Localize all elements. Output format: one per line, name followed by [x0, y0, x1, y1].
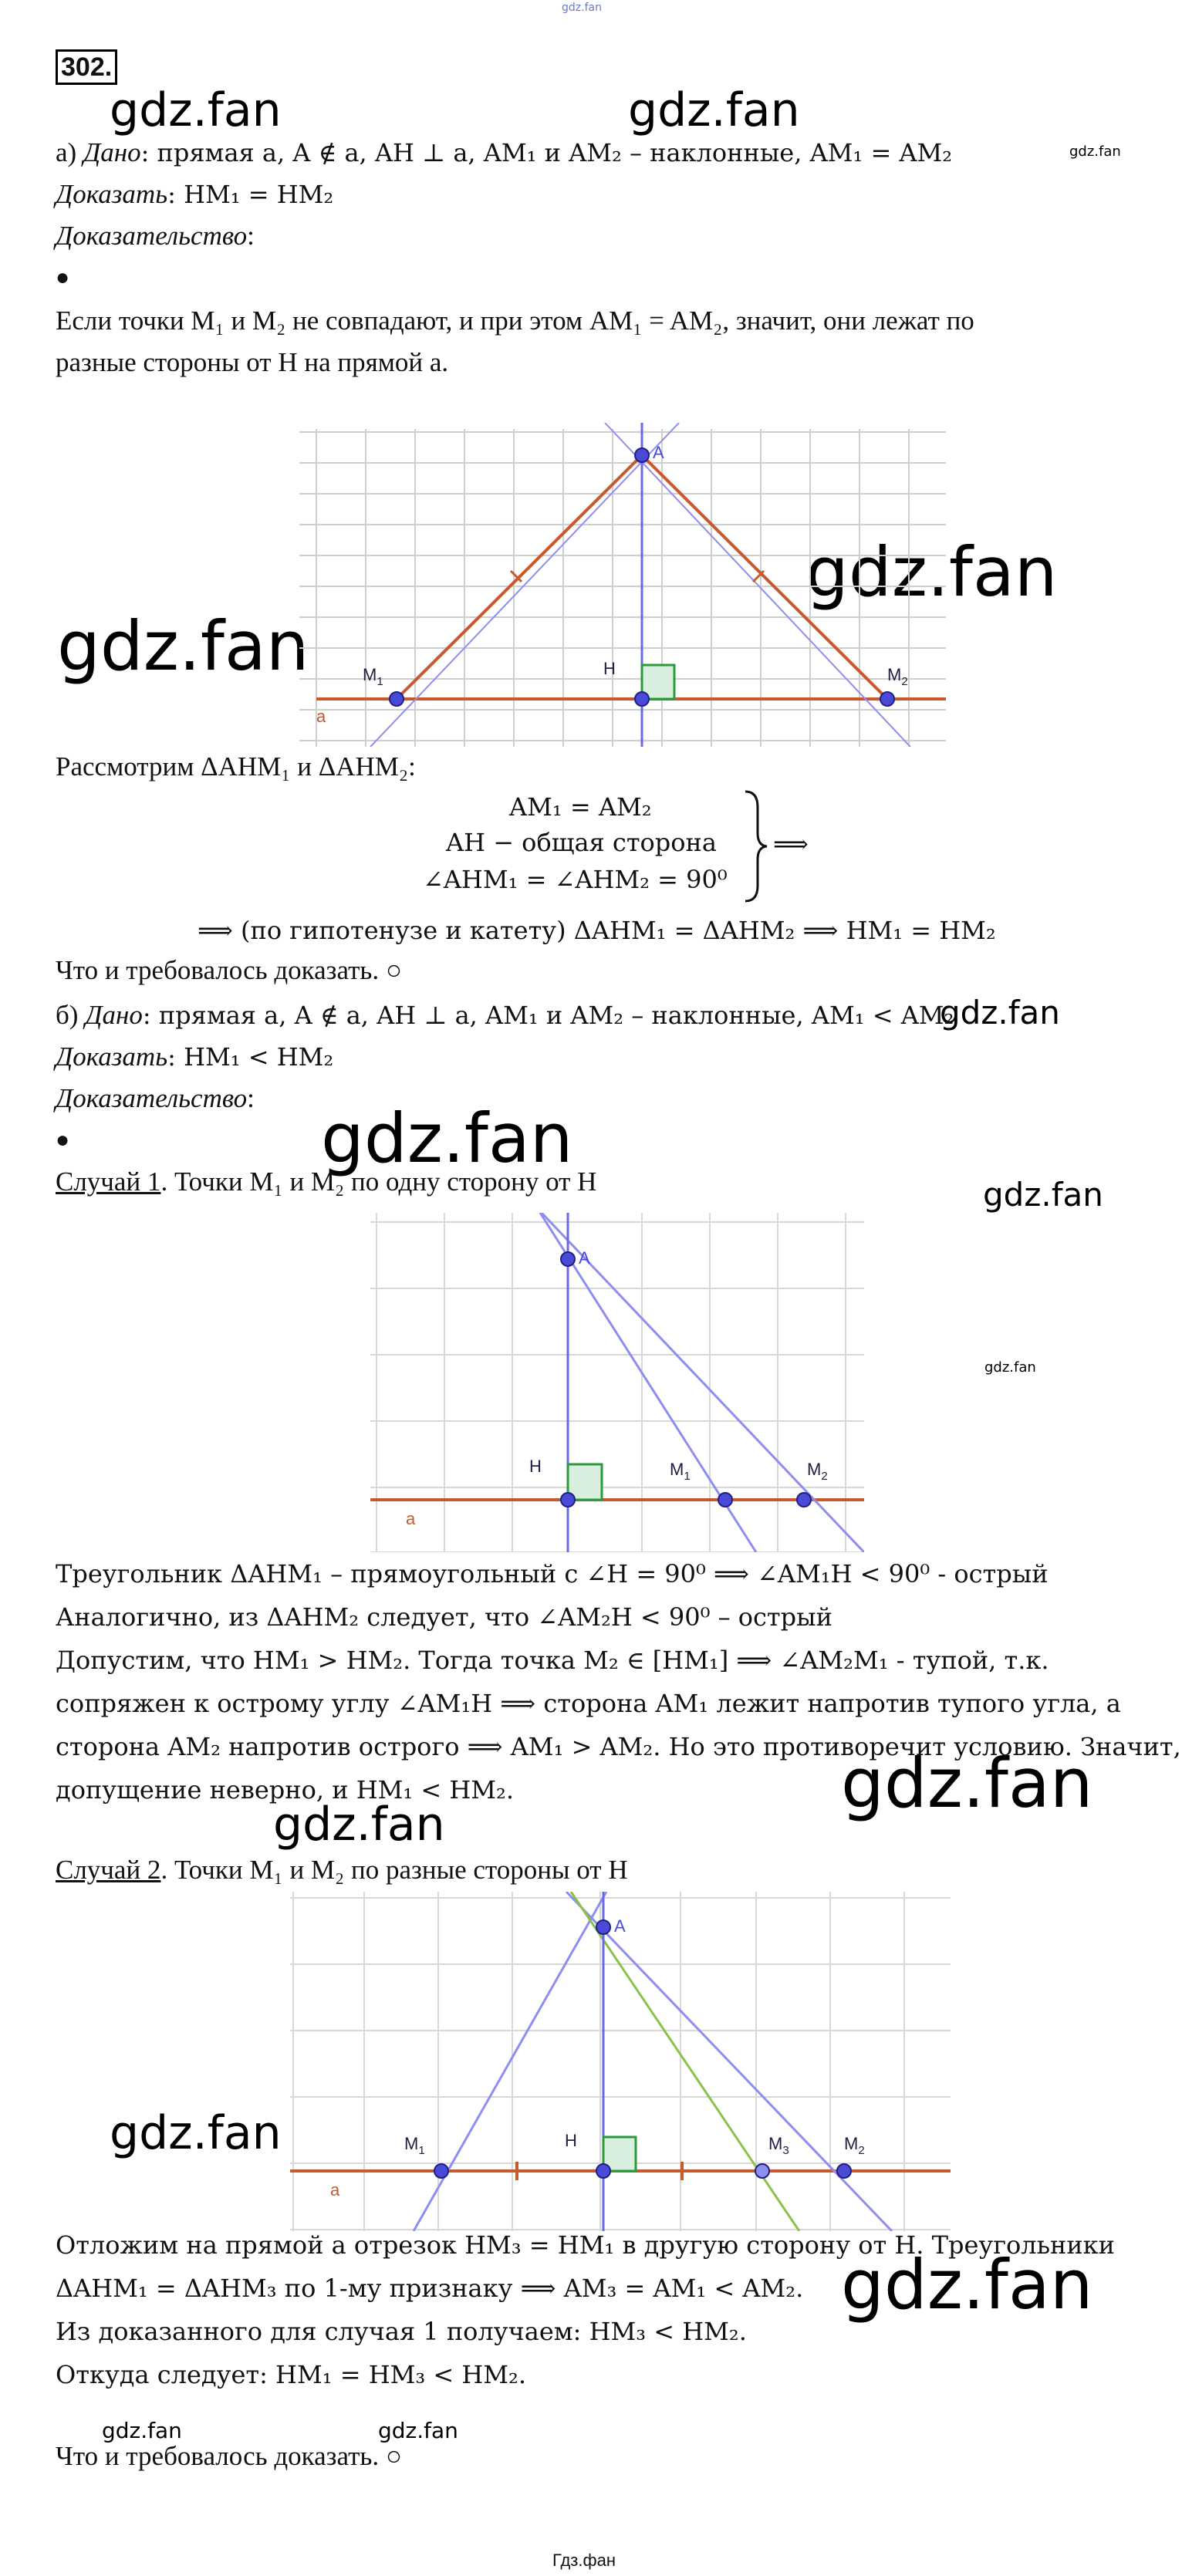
label-M3: $M_3$ — [768, 2134, 789, 2157]
text-line: Если точки M₁ и M₂ не совпадают, и при этом AM₁ = AM₂, значит, они лежат по — [56, 306, 974, 336]
watermark: gdz.fan — [628, 83, 800, 137]
proof-label-b: Доказательство: — [56, 1083, 255, 1113]
text-line: сопряжен к острому углу ∠AM₁H ⟹ сторона AM₁ лежит напротив тупого угла, а — [56, 1689, 1121, 1718]
qed-b: Что и требовалось доказать. ○ — [56, 2441, 403, 2471]
watermark: gdz.fan — [273, 1798, 445, 1852]
watermark: gdz.fan — [841, 2245, 1093, 2324]
label-H: H — [529, 1457, 542, 1476]
watermark: gdz.fan — [1069, 143, 1121, 160]
label-H: H — [565, 2131, 577, 2150]
label-M1: $M_1$ — [670, 1460, 691, 1483]
watermark: gdz.fan — [940, 994, 1060, 1031]
watermark: gdz.fan — [841, 1744, 1093, 1823]
system-arrow: ⟹ — [773, 829, 809, 859]
label-M1: $M_1$ — [404, 2134, 425, 2157]
watermark: gdz.fan — [102, 2418, 182, 2443]
text-line: разные стороны от H на прямой a. — [56, 347, 449, 377]
watermark: gdz.fan — [110, 83, 282, 137]
figure-3-svg — [290, 1892, 951, 2231]
side-am2 — [642, 455, 887, 699]
system-line-2: AH − общая сторона — [446, 828, 717, 857]
label-H: H — [603, 659, 616, 678]
watermark: gdz.fan — [983, 1176, 1103, 1214]
label-a: a — [406, 1509, 416, 1528]
proof-label-a: Доказательство: — [56, 221, 255, 251]
top-watermark: gdz.fan — [562, 2, 602, 14]
problem-number: 302. — [56, 49, 117, 85]
figure-3-opposite-sides — [290, 1892, 951, 2231]
figure-1-svg — [293, 423, 946, 747]
label-a: a — [330, 2180, 340, 2200]
label-A: A — [653, 443, 664, 462]
text-line: Рассмотрим ΔAHM₁ и ΔAHM₂: — [56, 751, 416, 782]
text-line: Аналогично, из ΔAHM₂ следует, что ∠AM₂H < 90⁰ – острый — [56, 1602, 832, 1632]
figure-2-svg — [370, 1213, 864, 1552]
text-line: Допустим, что HM₁ > HM₂. Тогда точка M₂ ∈ [HM₁] ⟹ ∠AM₂M₁ - тупой, т.к. — [56, 1646, 1049, 1675]
figure-2-same-side — [370, 1213, 864, 1552]
text-line: ΔAHM₁ = ΔAHM₃ по 1-му признаку ⟹ AM₃ = AM₁ < AM₂. — [56, 2274, 804, 2303]
green-line — [571, 1892, 799, 2231]
text-line: Из доказанного для случая 1 получаем: HM₃ < HM₂. — [56, 2317, 747, 2346]
given-line-a: а) Дано: прямая a, A ∉ a, AH ⊥ a, AM₁ и AM₂ – наклонные, AM₁ = AM₂ — [56, 137, 953, 167]
system-line-1: AM₁ = AM₂ — [509, 792, 652, 822]
text-line: Треугольник ΔAHM₁ – прямоугольный с ∠H = 90⁰ ⟹ ∠AM₁H < 90⁰ - острый — [56, 1559, 1049, 1588]
qed-a: Что и требовалось доказать. ○ — [56, 955, 403, 985]
label-M2: $M_2$ — [807, 1460, 828, 1483]
footer-mark: Гдз.фан — [552, 2551, 616, 2570]
given-label: Дано — [83, 137, 141, 167]
watermark: gdz.fan — [805, 532, 1058, 612]
case-1-heading: Случай 1. Точки M₁ и M₂ по одну сторону от H — [56, 1166, 597, 1197]
prove-line-b: Доказать: HM₁ < HM₂ — [56, 1042, 334, 1072]
watermark: gdz.fan — [378, 2418, 458, 2443]
label-A: A — [614, 1916, 626, 1936]
watermark: gdz.fan — [984, 1359, 1036, 1376]
figure-1-isosceles — [293, 423, 946, 747]
text-line: Отложим на прямой a отрезок HM₃ = HM₁ в другую сторону от H. Треугольники — [56, 2230, 1115, 2260]
label-A: A — [579, 1248, 590, 1268]
prove-line-a: Доказать: HM₁ = HM₂ — [56, 179, 334, 209]
system-line-3: ∠AHM₁ = ∠AHM₂ = 90⁰ — [423, 865, 728, 894]
system-brace — [741, 788, 772, 908]
given-line-b: б) Дано: прямая a, A ∉ a, AH ⊥ a, AM₁ и AM₂ – наклонные, AM₁ < AM₂ — [56, 1000, 954, 1030]
watermark: gdz.fan — [57, 606, 309, 686]
watermark: gdz.fan — [321, 1099, 573, 1178]
label-M2: $M_2$ — [844, 2134, 865, 2157]
case-2-heading: Случай 2. Точки M₁ и M₂ по разные стороны от H — [56, 1855, 628, 1885]
label-M1: $M_1$ — [363, 665, 383, 688]
text-line: допущение неверно, и HM₁ < HM₂. — [56, 1775, 515, 1805]
bullet: ● — [56, 265, 70, 290]
text-line: Откуда следует: HM₁ = HM₃ < HM₂. — [56, 2360, 527, 2389]
text-line: сторона AM₂ напротив острого ⟹ AM₁ > AM₂. Но это противоречит условию. Значит, — [56, 1732, 1181, 1761]
conclusion-line: ⟹ (по гипотенузе и катету) ΔAHM₁ = ΔAHM₂ ⟹ HM₁ = HM₂ — [198, 916, 996, 945]
bullet: ● — [56, 1127, 70, 1153]
label-M2: $M_2$ — [887, 665, 908, 688]
label-a: a — [316, 707, 326, 726]
watermark: gdz.fan — [110, 2106, 282, 2160]
